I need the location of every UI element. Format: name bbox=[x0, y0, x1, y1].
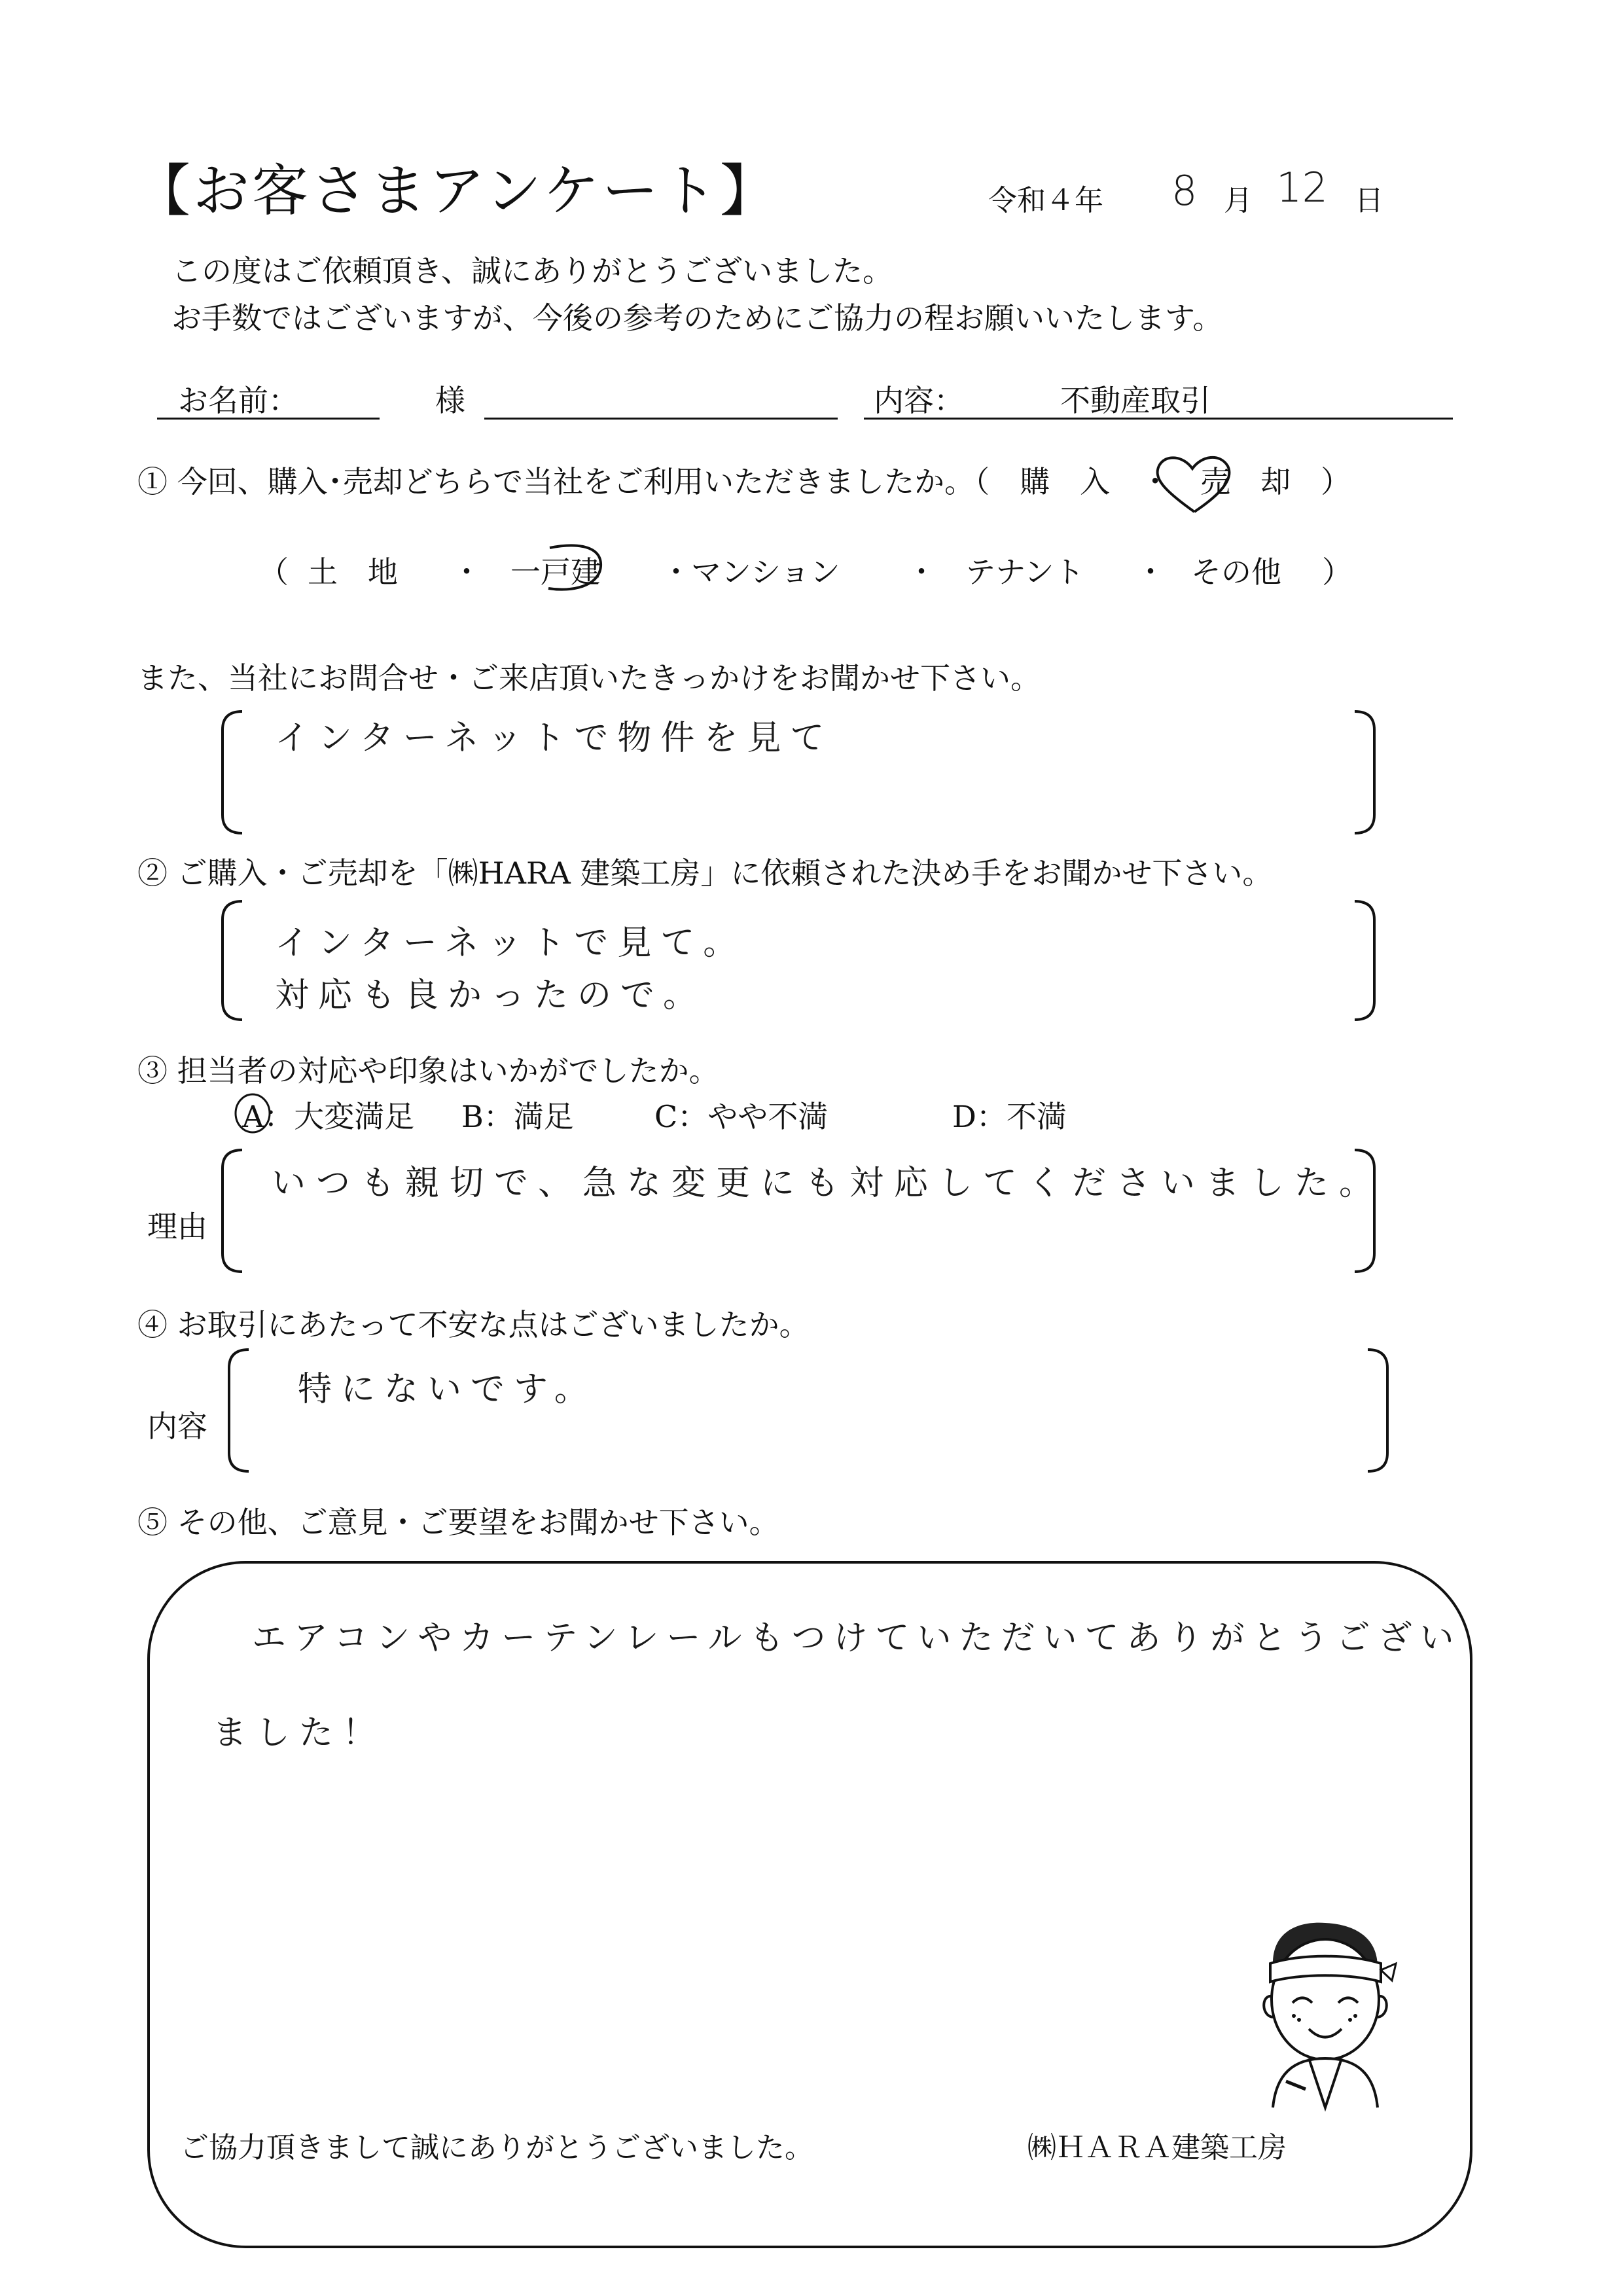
content-underline bbox=[864, 418, 1453, 420]
q1-type-land: 土 地 bbox=[308, 554, 398, 590]
q1-type-mansion: ・マンション bbox=[661, 554, 840, 590]
q1-type-close-paren: ） bbox=[1322, 554, 1352, 590]
q1-type-dot-3: ・ bbox=[1135, 554, 1166, 590]
q4-content-label: 内容 bbox=[147, 1408, 207, 1444]
intro-line-2: お手数ではございますが、今後の参考のためにご協力の程お願いいたします。 bbox=[171, 300, 1223, 336]
trigger-answer: インターネットで物件を見て bbox=[275, 719, 834, 758]
trigger-question: また、当社にお問合せ・ご来店頂いたきっかけをお聞かせ下さい。 bbox=[137, 660, 1041, 696]
footer-company: ㈱ＨＡＲＡ建築工房 bbox=[1027, 2131, 1287, 2164]
q3-selected-circle-icon bbox=[233, 1092, 272, 1134]
date-month-value: 8 bbox=[1171, 167, 1198, 215]
q1-type-open-paren: （ bbox=[259, 554, 289, 590]
sama-label: 様 bbox=[435, 383, 465, 418]
content-label: 内容： bbox=[874, 383, 964, 418]
page-title: 【お客さまアンケート】 bbox=[134, 158, 779, 224]
q4-answer: 特にないです。 bbox=[298, 1370, 597, 1409]
q5-question: ⑤ その他、ご意見・ご要望をお聞かせ下さい。 bbox=[137, 1505, 779, 1540]
q3-option-d: D：不満 bbox=[952, 1099, 1067, 1134]
q3-option-b: B：満足 bbox=[461, 1099, 574, 1134]
q1-type-tenant: テナント bbox=[965, 554, 1084, 590]
q2-answer-line-2: 対応も良かったので。 bbox=[275, 976, 706, 1015]
q5-answer-line-1: エアコンやカーテンレールもつけていただいてありがとうござい bbox=[252, 1619, 1462, 1658]
content-value: 不動産取引 bbox=[1060, 383, 1211, 418]
q1-type-dot: ・ bbox=[452, 554, 482, 590]
name-underline bbox=[157, 418, 380, 420]
q5-answer-line-2: ました！ bbox=[213, 1713, 386, 1753]
name-label: お名前： bbox=[178, 383, 298, 418]
q3-reason-label: 理由 bbox=[147, 1209, 207, 1244]
date-era-label: 令和４年 bbox=[988, 184, 1103, 217]
footer-thanks: ご協力頂きまして誠にありがとうございました。 bbox=[180, 2131, 813, 2164]
q2-question: ② ご購入・ご売却を「㈱HARA 建築工房」に依頼された決め手をお聞かせ下さい。 bbox=[137, 855, 1273, 891]
q3-reason-answer: いつも親切で、急な変更にも対応してくださいました。 bbox=[272, 1164, 1383, 1203]
q2-answer-line-1: インターネットで見て。 bbox=[275, 924, 747, 963]
intro-line-1: この度はご依頼頂き、誠にありがとうございました。 bbox=[171, 253, 893, 289]
sama-underline bbox=[484, 418, 838, 420]
date-month-label: 月 bbox=[1224, 184, 1253, 217]
q3-option-c: C：やや不満 bbox=[654, 1099, 829, 1134]
date-day-label: 日 bbox=[1355, 184, 1383, 217]
date-day-value: 12 bbox=[1276, 164, 1328, 211]
q4-question: ④ お取引にあたって不安な点はございましたか。 bbox=[137, 1307, 810, 1342]
smiling-man-headband-icon bbox=[1247, 1918, 1404, 2108]
q1-type-dot-2: ・ bbox=[906, 554, 936, 590]
q1-type-selected-circle-icon bbox=[537, 540, 609, 596]
q1-selected-heart-icon bbox=[1152, 452, 1237, 517]
q1-question: ① 今回、購入･売却どちらで当社をご利用いただきましたか。（ 購 入 ・ 売 却 ） bbox=[137, 464, 1351, 499]
q1-type-other: その他 bbox=[1191, 554, 1281, 590]
q3-option-a: A：大変満足 bbox=[242, 1099, 415, 1134]
q3-question: ③ 担当者の対応や印象はいかがでしたか。 bbox=[137, 1053, 719, 1088]
q1-type-detached-house: 一戸建 bbox=[510, 554, 601, 590]
